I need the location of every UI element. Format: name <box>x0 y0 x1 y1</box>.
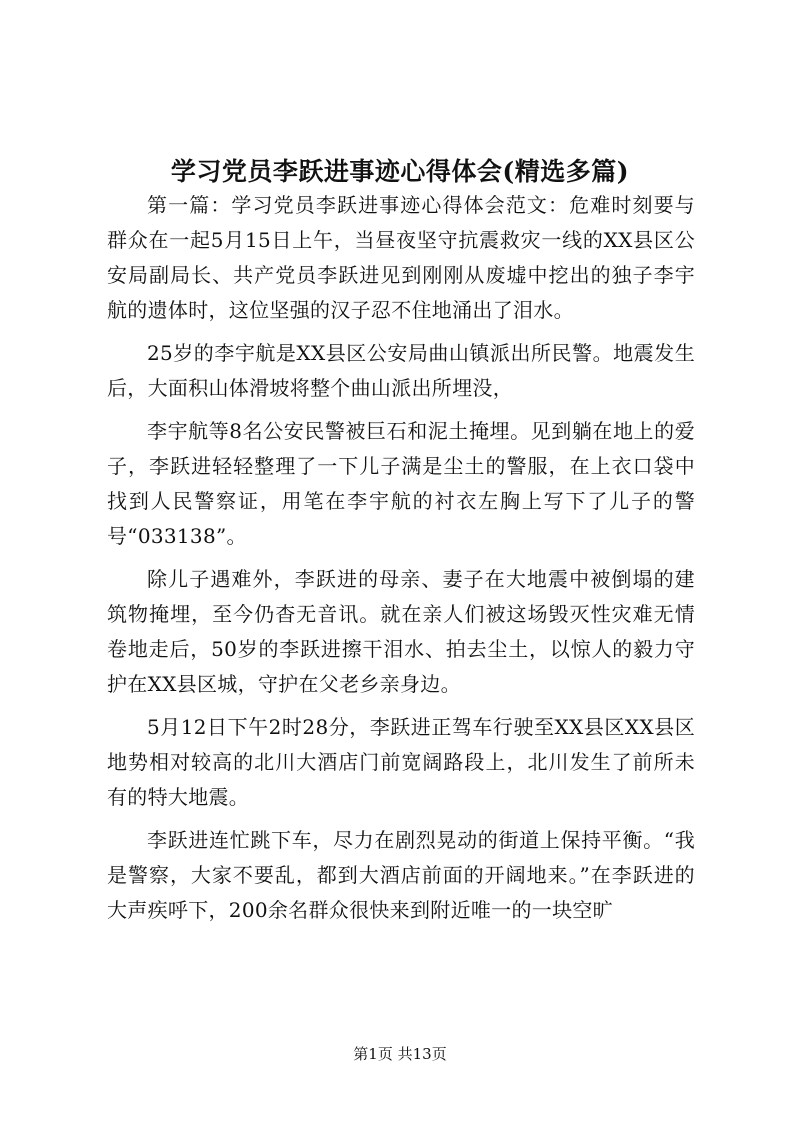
paragraph: 除儿子遇难外，李跃进的母亲、妻子在大地震中被倒塌的建筑物掩埋，至今仍杳无音讯。就在亲人们被这场毁灭性灾难无情卷地走后，50岁的李跃进擦干泪水、拍去尘土，以惊人的毅力守护在XX县区城，守护在父老乡亲身边。 <box>107 567 695 696</box>
page-footer: 第1页 共13页 <box>353 1045 447 1063</box>
document-title: 学习党员李跃进事迹心得体会(精选多篇) <box>170 156 630 186</box>
paragraph: 李跃进连忙跳下车，尽力在剧烈晃动的街道上保持平衡。“我是警察，大家不要乱，都到大酒店前面的开阔地来。”在李跃进的大声疾呼下，200余名群众很快来到附近唯一的一块空旷 <box>107 828 695 922</box>
paragraph: 25岁的李宇航是XX县区公安局曲山镇派出所民警。地震发生后，大面积山体滑坡将整个曲山派出所埋没， <box>107 341 695 400</box>
paragraph: 李宇航等8名公安民警被巨石和泥土掩埋。见到躺在地上的爱子，李跃进轻轻整理了一下儿子满是尘土的警服，在上衣口袋中找到人民警察证，用笔在李宇航的衬衣左胸上写下了儿子的警号“033138”。 <box>107 419 695 548</box>
document-body <box>107 188 695 936</box>
paragraph: 第一篇：学习党员李跃进事迹心得体会范文：危难时刻要与群众在一起5月15日上午，当昼夜坚守抗震救灾一线的XX县区公安局副局长、共产党员李跃进见到刚刚从废墟中挖出的独子李宇航的遗体时，这位坚强的汉子忍不住地涌出了泪水。 <box>107 193 695 322</box>
paragraph: 5月12日下午2时28分，李跃进正驾车行驶至XX县区XX县区地势相对较高的北川大酒店门前宽阔路段上，北川发生了前所未有的特大地震。 <box>107 715 695 809</box>
